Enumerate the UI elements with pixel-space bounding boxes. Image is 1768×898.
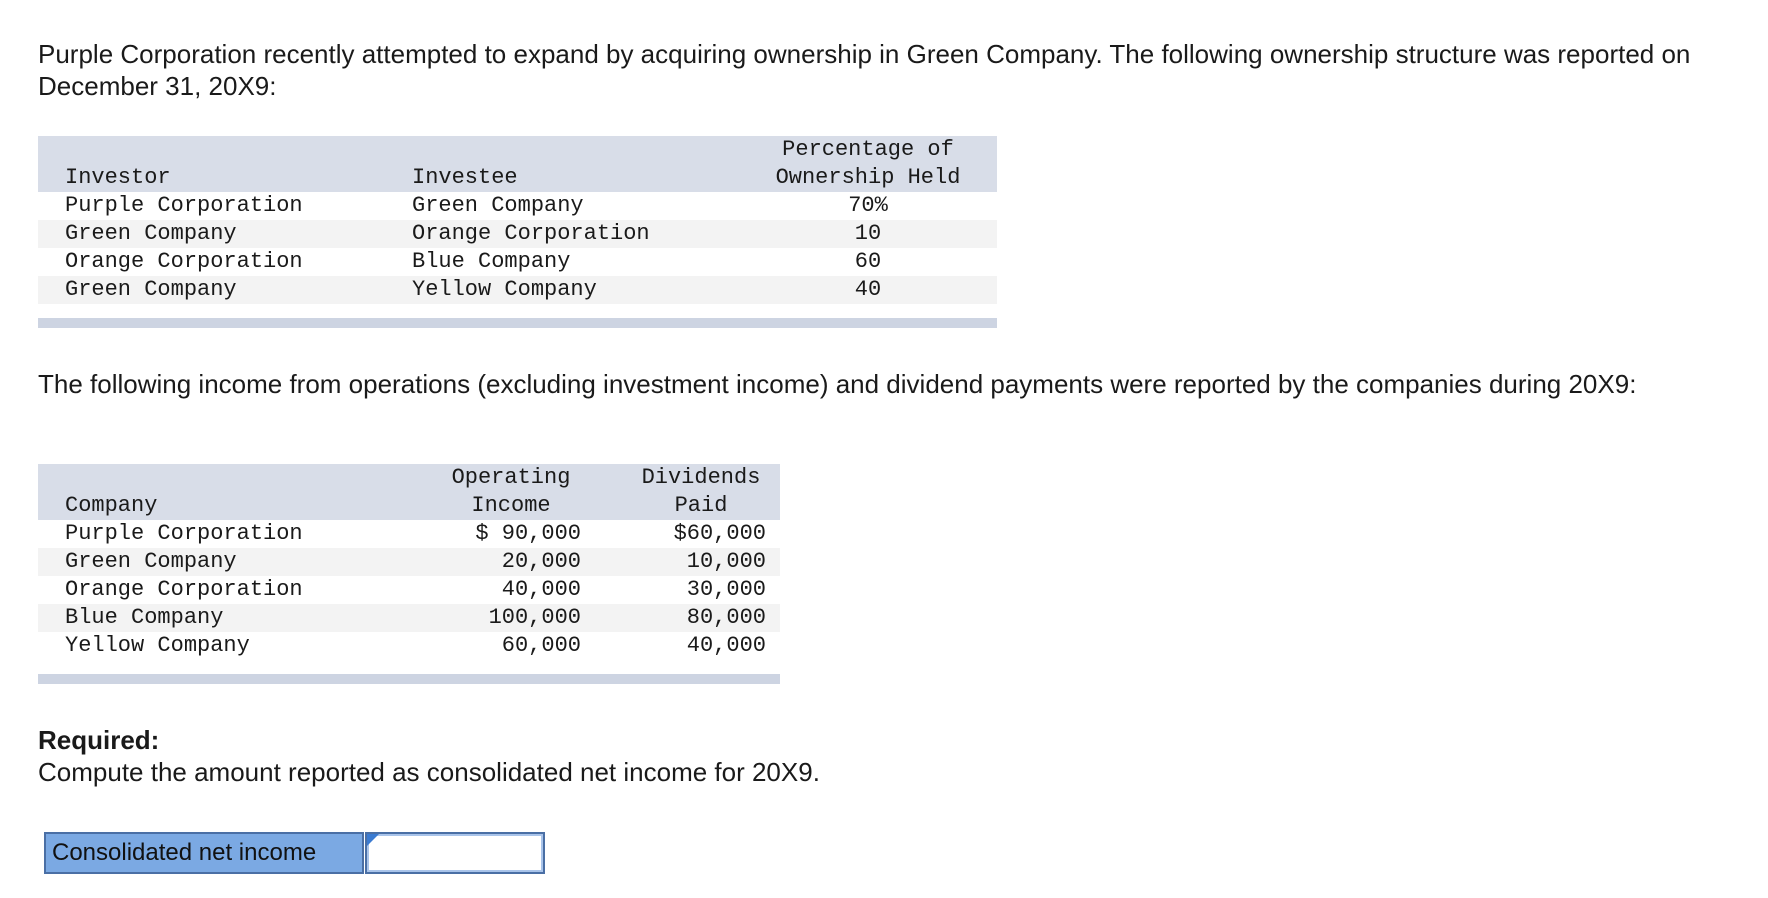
percentage-cell: 60 xyxy=(854,249,882,274)
percentage-cell: 70% xyxy=(848,193,888,218)
table-row xyxy=(38,632,780,660)
investor-cell: Green Company xyxy=(65,277,237,302)
investee-cell: Blue Company xyxy=(412,249,571,274)
answer-input-container xyxy=(365,832,545,874)
table-row xyxy=(38,604,780,632)
investor-cell: Purple Corporation xyxy=(65,193,303,218)
consolidated-net-income-input[interactable] xyxy=(367,834,543,872)
table-row xyxy=(38,220,997,248)
answer-row xyxy=(44,832,545,874)
income-table-header xyxy=(38,464,780,520)
dividends-paid-cell: 30,000 xyxy=(686,577,766,602)
investee-cell: Orange Corporation xyxy=(412,221,650,246)
company-cell: Orange Corporation xyxy=(65,577,303,602)
table-row xyxy=(38,192,997,220)
table-row xyxy=(38,548,780,576)
header-company: Company xyxy=(65,493,158,518)
input-marker-icon xyxy=(367,834,379,846)
operating-income-cell: 100,000 xyxy=(488,605,581,630)
header-operating-line2: Income xyxy=(471,493,551,518)
operating-income-cell: 20,000 xyxy=(501,549,581,574)
operating-income-cell: $ 90,000 xyxy=(475,521,581,546)
intro-paragraph: Purple Corporation recently attempted to expand by acquiring ownership in Green Company. The following ownership structure was reported on December 31, 20X9: xyxy=(38,39,1691,101)
table-bottom-bar xyxy=(38,318,997,328)
income-table xyxy=(38,464,780,684)
required-text: Compute the amount reported as consolidated net income for 20X9. xyxy=(38,757,820,787)
operating-income-cell: 60,000 xyxy=(501,633,581,658)
income-intro-paragraph: The following income from operations (excluding investment income) and dividend payments were reported by the companies during 20X9: xyxy=(38,369,1637,399)
operating-income-cell: 40,000 xyxy=(501,577,581,602)
dividends-paid-cell: 10,000 xyxy=(686,549,766,574)
dividends-paid-cell: $60,000 xyxy=(673,521,766,546)
table-row xyxy=(38,276,997,304)
header-percentage-line2: Ownership Held xyxy=(775,165,961,190)
table-row xyxy=(38,576,780,604)
header-operating-line1: Operating xyxy=(451,465,571,490)
ownership-table xyxy=(38,136,997,328)
percentage-cell: 10 xyxy=(854,221,882,246)
header-percentage-line1: Percentage of xyxy=(782,137,954,162)
header-dividends-line2: Paid xyxy=(674,493,728,518)
table-row xyxy=(38,520,780,548)
header-dividends-line1: Dividends xyxy=(641,465,761,490)
table-bottom-bar xyxy=(38,674,780,684)
consolidated-net-income-label: Consolidated net income xyxy=(44,832,364,874)
percentage-cell: 40 xyxy=(854,277,882,302)
header-investee: Investee xyxy=(412,165,518,190)
required-section xyxy=(38,724,1738,788)
investor-cell: Green Company xyxy=(65,221,237,246)
dividends-paid-cell: 40,000 xyxy=(686,633,766,658)
company-cell: Green Company xyxy=(65,549,237,574)
company-cell: Yellow Company xyxy=(65,633,250,658)
required-title: Required: xyxy=(38,725,160,755)
header-investor: Investor xyxy=(65,165,171,190)
table-row xyxy=(38,248,997,276)
dividends-paid-cell: 80,000 xyxy=(686,605,766,630)
investee-cell: Green Company xyxy=(412,193,584,218)
ownership-table-header xyxy=(38,136,997,192)
company-cell: Blue Company xyxy=(65,605,224,630)
investee-cell: Yellow Company xyxy=(412,277,597,302)
company-cell: Purple Corporation xyxy=(65,521,303,546)
investor-cell: Orange Corporation xyxy=(65,249,303,274)
